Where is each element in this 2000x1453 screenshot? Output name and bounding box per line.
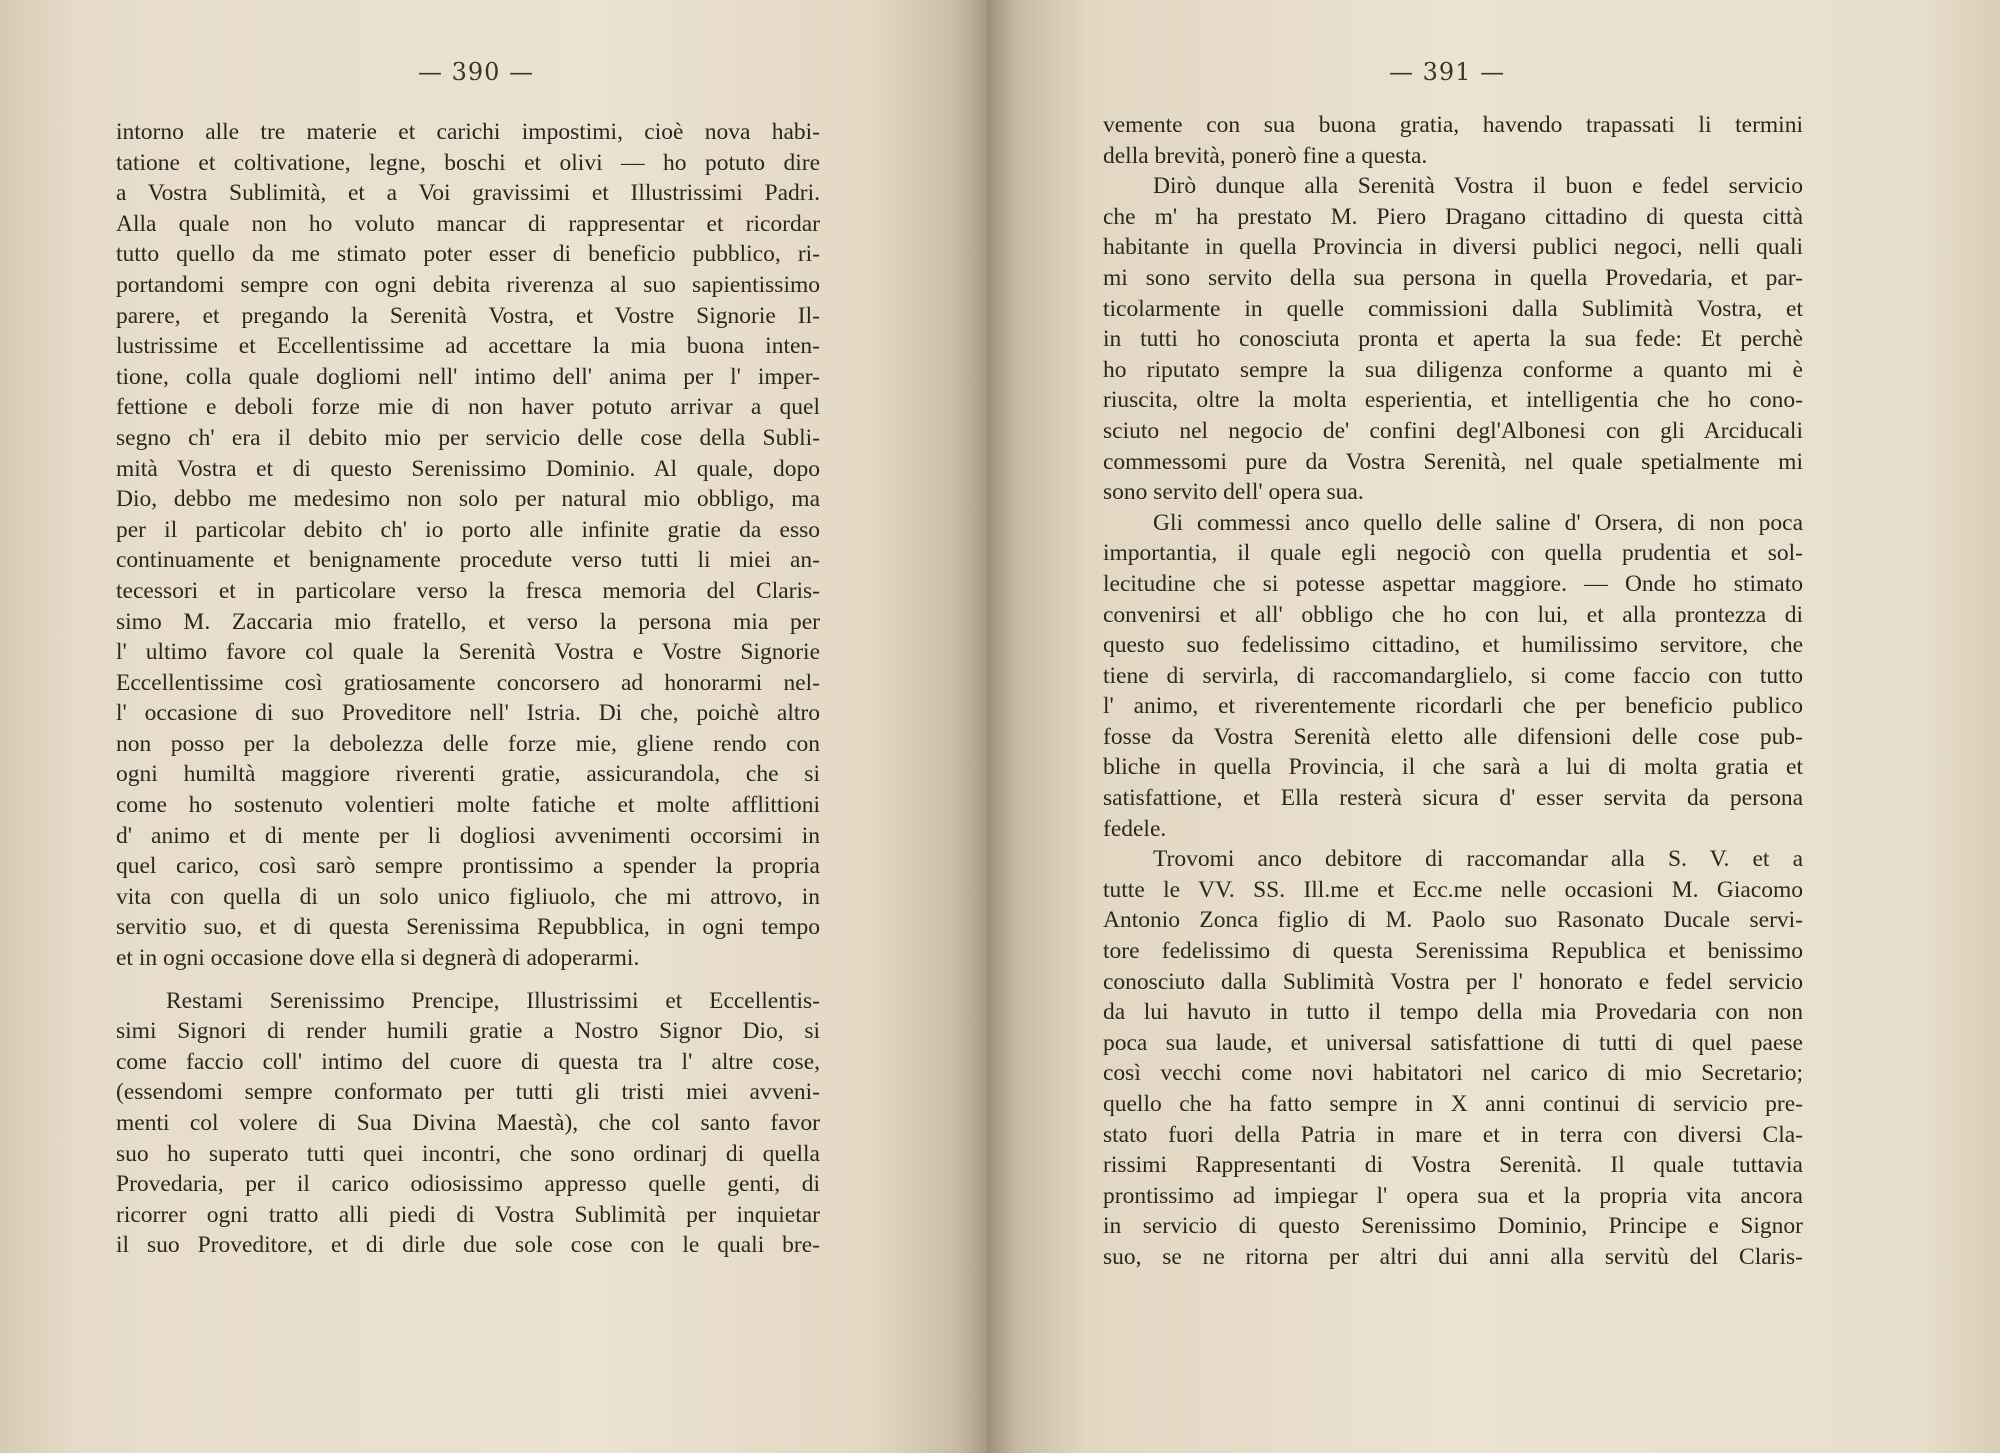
text-line: a Vostra Sublimità, et a Voi gravissimi et Illustrissimi Padri. [116, 180, 820, 207]
text-line: poca sua laude, et universal satisfattione di tutti di quel paese [1103, 1029, 1803, 1056]
text-line: prontissimo ad impiegar l' opera sua et la propria vita ancora [1103, 1182, 1803, 1209]
text-line: d' animo et di mente per li dogliosi avvenimenti occorsimi in [116, 822, 820, 849]
text-line: commessomi pure da Vostra Serenità, nel quale spetialmente mi [1103, 448, 1803, 475]
paragraph [1103, 844, 1803, 1272]
text-line: parere, et pregando la Serenità Vostra, et Vostre Signorie Il- [116, 302, 820, 329]
text-line: menti col volere di Sua Divina Maestà), che col santo favor [116, 1110, 820, 1136]
text-line: suo ho superato tutti quei incontri, che sono ordinarj di quella [116, 1140, 820, 1167]
paragraph [116, 117, 820, 974]
paragraph [1103, 110, 1803, 171]
text-line: come faccio coll' intimo del cuore di questa tra l' altre cose, [116, 1048, 820, 1075]
text-line: lustrissime et Eccellentissime ad accettare la mia buona inten- [116, 333, 820, 360]
text-line: riuscita, oltre la molta esperientia, et intelligentia che ho cono- [1103, 387, 1803, 414]
paragraph [116, 986, 820, 1261]
left-page [0, 0, 987, 1453]
text-line: Dio, debbo me medesimo non solo per natural mio obbligo, ma [116, 486, 820, 513]
text-line: l' occasione di suo Proveditore nell' Istria. Di che, poichè altro [116, 700, 820, 727]
text-line: simo M. Zaccaria mio fratello, et verso la persona mia per [116, 608, 820, 635]
text-line: tutte le VV. SS. Ill.me et Ecc.me nelle occasioni M. Giacomo [1103, 876, 1803, 903]
text-line: Trovomi anco debitore di raccomandar alla S. V. et a [1153, 846, 1803, 873]
text-line: (essendomi sempre conformato per tutti gli tristi miei avveni- [116, 1079, 820, 1106]
text-line: conosciuto dalla Sublimità Vostra per l' honorato e fedel servicio [1103, 968, 1803, 995]
text-line: fosse da Vostra Serenità eletto alle difensioni delle cose pub- [1103, 723, 1803, 750]
right-page [987, 0, 2000, 1453]
text-line: intorno alle tre materie et carichi impostimi, cioè nova habi- [116, 119, 820, 145]
paragraph [1103, 508, 1803, 845]
text-line: per il particolar debito ch' io porto alle infinite gratie da esso [116, 516, 820, 543]
page-body [1103, 110, 1803, 1273]
text-line: sciuto nel negocio de' confini degl'Albonesi con gli Arciducali [1103, 417, 1803, 444]
paragraph [1103, 171, 1803, 508]
text-line: satisfattione, et Ella resterà sicura d' esser servita da persona [1103, 785, 1803, 812]
text-line: l' animo, et riverentemente ricordarli che per beneficio publico [1103, 693, 1803, 720]
text-line: fettione e deboli forze mie di non haver potuto arrivar a quel [116, 394, 820, 421]
text-line: come ho sostenuto volentieri molte fatiche et molte afflittioni [116, 792, 820, 819]
text-line: quello che ha fatto sempre in X anni continui di servicio pre- [1103, 1091, 1803, 1117]
text-line: Antonio Zonca figlio di M. Paolo suo Rasonato Ducale servi- [1103, 907, 1803, 934]
text-line: tione, colla quale dogliomi nell' intimo dell' anima per l' imper- [116, 363, 820, 390]
text-line: Restami Serenissimo Prencipe, Illustrissimi et Eccellentis- [166, 987, 820, 1014]
text-line: servitio suo, et di questa Serenissima Repubblica, in ogni tempo [116, 914, 820, 941]
text-line: lecitudine che si potesse aspettar maggiore. — Onde ho stimato [1103, 570, 1803, 597]
text-line: Eccellentissime così gratiosamente concorsero ad honorarmi nel- [116, 669, 820, 696]
text-line: da lui havuto in tutto il tempo della mia Provedaria con non [1103, 999, 1803, 1026]
text-line: continuamente et benignamente procedute verso tutti li miei an- [116, 547, 820, 574]
text-line: stato fuori della Patria in mare et in terra con diversi Cla- [1103, 1121, 1803, 1148]
text-line: in servicio di questo Serenissimo Dominio, Principe e Signor [1103, 1213, 1803, 1240]
text-line: tecessori et in particolare verso la fresca memoria del Claris- [116, 577, 820, 604]
text-line: suo, se ne ritorna per altri dui anni alla servitù del Claris- [1103, 1243, 1803, 1270]
text-line: ogni humiltà maggiore riverenti gratie, assicurandola, che si [116, 761, 820, 788]
text-line: Alla quale non ho voluto mancar di rappresentar et ricordar [116, 210, 820, 237]
text-line: habitante in quella Provincia in diversi publici negoci, nelli quali [1103, 234, 1803, 261]
text-line: il suo Proveditore, et di dirle due sole cose con le quali bre- [116, 1232, 820, 1259]
page-number: — 391 — [1389, 58, 1506, 86]
text-line: ticolarmente in quelle commissioni dalla Sublimità Vostra, et [1103, 295, 1803, 322]
text-line: segno ch' era il debito mio per servicio delle cose della Subli- [116, 424, 820, 451]
text-line: Dirò dunque alla Serenità Vostra il buon e fedel servicio [1153, 173, 1803, 200]
text-line: portandomi sempre con ogni debita riverenza al suo sapientissimo [116, 271, 820, 298]
page-number: — 390 — [418, 58, 535, 86]
text-line: ho riputato sempre la sua diligenza conforme a quanto mi è [1103, 356, 1803, 383]
text-line: et in ogni occasione dove ella si degnerà di adoperarmi. [116, 945, 640, 972]
text-line: vita con quella di un solo unico figliuolo, che mi attrovo, in [116, 883, 820, 910]
text-line: importantia, il quale egli negociò con quella prudentia et sol- [1103, 540, 1803, 567]
text-line: tatione et coltivatione, legne, boschi et olivi — ho potuto dire [116, 149, 820, 176]
text-line: non posso per la debolezza delle forze mie, gliene rendo con [116, 730, 820, 757]
text-line: Gli commessi anco quello delle saline d' Orsera, di non poca [1153, 509, 1803, 536]
text-line: così vecchi come novi habitatori nel carico di mio Secretario; [1103, 1060, 1803, 1087]
text-line: convenirsi et all' obbligo che ho con lui, et alla prontezza di [1103, 601, 1803, 628]
text-line: fedele. [1103, 815, 1167, 842]
text-line: vemente con sua buona gratia, havendo trapassati li termini [1103, 112, 1803, 138]
text-line: mità Vostra et di questo Serenissimo Dominio. Al quale, dopo [116, 455, 820, 482]
text-line: questo suo fedelissimo cittadino, et humilissimo servitore, che [1103, 632, 1803, 659]
text-line: tore fedelissimo di questa Serenissima Republica et benissimo [1103, 938, 1803, 965]
text-line: Provedaria, per il carico odiosissimo appresso quelle genti, di [116, 1171, 820, 1198]
text-line: mi sono servito della sua persona in quella Provedaria, et par- [1103, 264, 1803, 291]
text-line: rissimi Rappresentanti di Vostra Serenità. Il quale tuttavia [1103, 1152, 1803, 1179]
text-line: in tutti ho conosciuta pronta et aperta la sua fede: Et perchè [1103, 326, 1803, 353]
text-line: tutto quello da me stimato poter esser di beneficio pubblico, ri- [116, 241, 820, 268]
text-line: che m' ha prestato M. Piero Dragano cittadino di questa città [1103, 203, 1803, 230]
text-line: bliche in quella Provincia, il che sarà a lui di molta gratia et [1103, 754, 1803, 781]
text-line: della brevità, ponerò fine a questa. [1103, 142, 1428, 169]
text-line: simi Signori di render humili gratie a Nostro Signor Dio, si [116, 1018, 820, 1045]
page-body [116, 117, 820, 1261]
text-line: tiene di servirla, di raccomandarglielo, si come faccio con tutto [1103, 662, 1803, 689]
text-line: sono servito dell' opera sua. [1103, 479, 1364, 506]
text-line: ricorrer ogni tratto alli piedi di Vostra Sublimità per inquietar [116, 1201, 820, 1228]
text-line: quel carico, così sarò sempre prontissimo a spender la propria [116, 853, 820, 880]
text-line: l' ultimo favore col quale la Serenità Vostra e Vostre Signorie [116, 639, 820, 666]
